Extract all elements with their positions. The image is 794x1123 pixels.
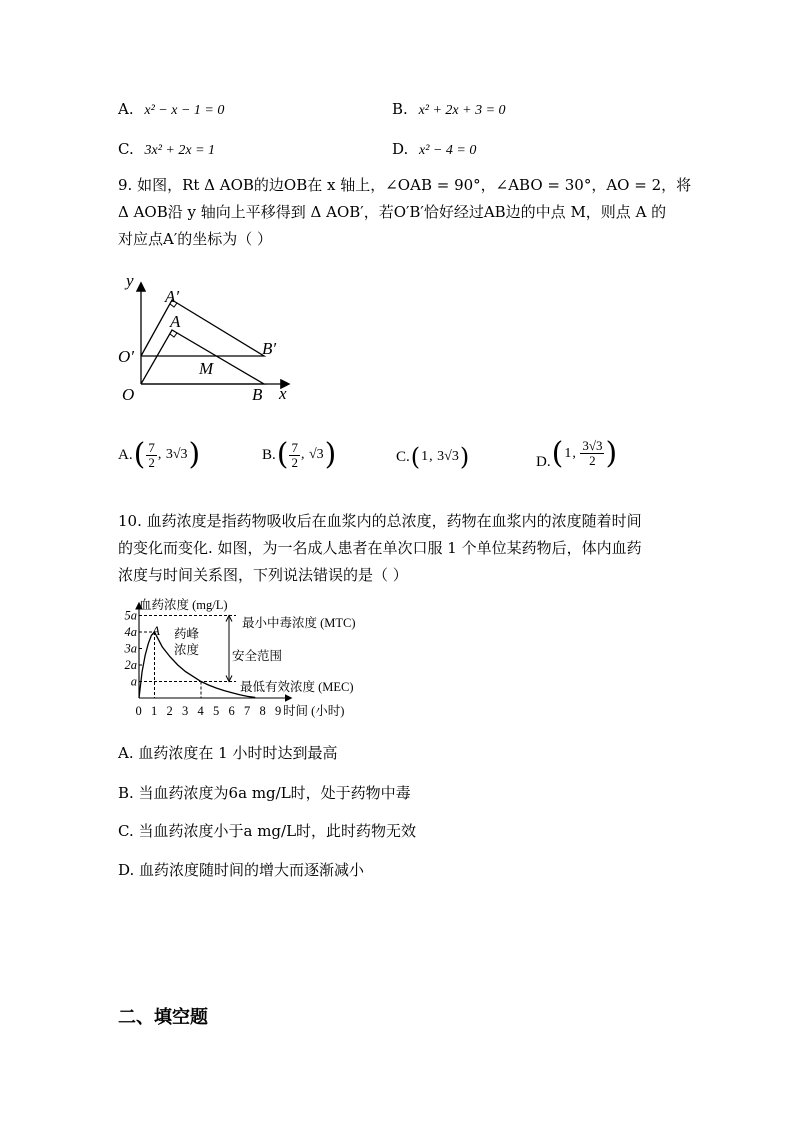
q9-option-d-first: 1 bbox=[564, 445, 572, 461]
fig-label-b: B bbox=[252, 385, 263, 404]
q9-option-c-rparen: ) bbox=[459, 443, 470, 471]
q8-option-a[interactable] bbox=[118, 102, 224, 118]
q9-option-d-frac-den: 2 bbox=[589, 453, 596, 468]
q9-option-d-comma: , bbox=[572, 445, 580, 461]
q9-option-b-frac-num: 7 bbox=[291, 439, 298, 455]
q10-option-a[interactable]: A. 血药浓度在 1 小时时达到最高 bbox=[118, 744, 338, 762]
q9-option-a-second: 3√3 bbox=[165, 447, 188, 462]
q9-option-c[interactable] bbox=[396, 445, 469, 469]
fig-label-a: A bbox=[170, 312, 181, 331]
q9-figure bbox=[112, 270, 302, 410]
q9-option-b[interactable] bbox=[262, 437, 337, 472]
q9-option-a-comma: , bbox=[157, 447, 165, 462]
fig-label-a-prime: A′ bbox=[165, 287, 180, 306]
q9-option-d-frac bbox=[580, 439, 604, 467]
fig-label-b-prime: B′ bbox=[262, 339, 277, 358]
q9-option-c-comma: , bbox=[429, 449, 437, 464]
q8-option-a-label: A. bbox=[118, 100, 134, 118]
q10-chart bbox=[112, 594, 372, 724]
chart-safe-label: 安全范围 bbox=[232, 649, 283, 663]
y-tick-label: 5a bbox=[124, 608, 137, 623]
chart-peak-label-1: 药峰 bbox=[174, 627, 200, 641]
q8-option-c-label: C. bbox=[118, 140, 134, 158]
x-tick-label: 4 bbox=[197, 704, 204, 718]
chart-peak-label-2: 浓度 bbox=[174, 643, 200, 657]
x-tick-label: 7 bbox=[244, 704, 251, 718]
fig-label-y: y bbox=[126, 271, 134, 290]
q9-option-a-rparen: ) bbox=[188, 437, 201, 472]
q9-option-d[interactable] bbox=[536, 436, 617, 471]
y-tick-label: 2a bbox=[124, 658, 137, 672]
q9-option-b-frac-den: 2 bbox=[291, 454, 298, 470]
q9-option-d-label: D. bbox=[536, 454, 551, 470]
q9-option-b-comma: , bbox=[300, 447, 308, 462]
q8-option-b-label: B. bbox=[392, 100, 408, 118]
y-tick-label: a bbox=[130, 674, 137, 689]
chart-peak-point-label: A bbox=[152, 623, 160, 638]
x-tick-label: 1 bbox=[151, 704, 158, 718]
x-tick-label: 2 bbox=[166, 704, 173, 718]
q10-stem-line2: 的变化而变化. 如图，为一名成人患者在单次口服 1 个单位某药物后，体内血药 bbox=[118, 539, 642, 557]
x-tick-label: 0 bbox=[135, 704, 142, 718]
q8-option-d-expr: x² − 4 = 0 bbox=[419, 143, 477, 158]
chart-mtc-label: 最小中毒浓度 (MTC) bbox=[242, 616, 356, 630]
q9-option-c-lparen: ( bbox=[410, 443, 421, 471]
q8-option-d[interactable] bbox=[392, 142, 476, 158]
x-tick-label: 8 bbox=[259, 704, 266, 718]
q9-stem bbox=[118, 172, 691, 253]
q9-option-b-rparen: ) bbox=[324, 437, 337, 472]
q9-stem-line1: 9. 如图，Rt Δ AOB的边OB在 x 轴上，∠OAB = 90°，∠ABO = 30°，AO = 2，将 bbox=[118, 176, 692, 194]
q9-option-a[interactable] bbox=[118, 437, 201, 472]
y-tick-label: 3a bbox=[124, 641, 137, 656]
x-tick-label: 5 bbox=[213, 704, 220, 718]
q9-option-a-lparen: ( bbox=[133, 437, 146, 472]
q10-stem-line3: 浓度与时间关系图，下列说法错误的是（ ） bbox=[118, 566, 408, 584]
chart-mec-label: 最低有效浓度 (MEC) bbox=[240, 680, 354, 694]
fig-label-o: O bbox=[122, 385, 135, 404]
q9-option-d-frac-num: 3√3 bbox=[582, 438, 603, 454]
q9-option-b-frac bbox=[289, 441, 300, 469]
q8-option-a-expr: x² − x − 1 = 0 bbox=[144, 103, 225, 118]
chart-xlabel: 时间 (小时) bbox=[283, 704, 345, 718]
x-tick-label: 6 bbox=[228, 704, 235, 718]
q9-option-b-second: √3 bbox=[308, 447, 324, 462]
q10-option-d[interactable]: D. 血药浓度随时间的增大而逐渐减小 bbox=[118, 861, 365, 879]
q9-option-b-label: B. bbox=[262, 446, 276, 463]
concentration-curve bbox=[139, 632, 255, 698]
x-tick-label: 9 bbox=[275, 704, 282, 718]
x-tick-label: 3 bbox=[182, 704, 189, 718]
q9-stem-line3: 对应点A′的坐标为（ ） bbox=[118, 230, 273, 248]
q9-option-a-frac-den: 2 bbox=[148, 454, 155, 470]
q10-option-b[interactable]: B. 当血药浓度为6a mg/L时，处于药物中毒 bbox=[118, 784, 411, 802]
chart-ylabel: 血药浓度 (mg/L) bbox=[139, 598, 228, 612]
q9-option-a-frac bbox=[146, 441, 157, 469]
q8-option-d-label: D. bbox=[392, 140, 409, 158]
q8-option-c-expr: 3x² + 2x = 1 bbox=[144, 143, 216, 158]
fig-label-o-prime: O′ bbox=[118, 347, 134, 366]
q8-option-b-expr: x² + 2x + 3 = 0 bbox=[418, 103, 506, 118]
q8-option-b[interactable] bbox=[392, 102, 506, 118]
q9-option-b-lparen: ( bbox=[276, 437, 289, 472]
q9-option-d-lparen: ( bbox=[551, 435, 564, 471]
q9-option-a-label: A. bbox=[118, 446, 133, 463]
q9-option-a-frac-num: 7 bbox=[148, 439, 155, 455]
section-2-title: 二、填空题 bbox=[118, 1007, 208, 1028]
q10-stem-line1: 10. 血药浓度是指药物吸收后在血浆内的总浓度，药物在血浆内的浓度随着时间 bbox=[118, 512, 642, 530]
q9-option-c-first: 1 bbox=[421, 449, 429, 464]
fig-label-x: x bbox=[279, 384, 287, 403]
y-tick-label: 4a bbox=[124, 625, 137, 639]
fig-label-m: M bbox=[199, 359, 214, 378]
q9-stem-line2: Δ AOB沿 y 轴向上平移得到 Δ AOB′，若O′B′恰好经过AB边的中点 M，则点 A 的 bbox=[118, 203, 667, 221]
q9-option-c-label: C. bbox=[396, 448, 410, 465]
q10-option-c[interactable]: C. 当血药浓度小于a mg/L时，此时药物无效 bbox=[118, 822, 417, 840]
q9-option-d-rparen: ) bbox=[605, 435, 618, 471]
q10-stem bbox=[118, 508, 642, 589]
q9-option-c-second: 3√3 bbox=[437, 449, 459, 464]
q8-option-c[interactable] bbox=[118, 142, 215, 158]
